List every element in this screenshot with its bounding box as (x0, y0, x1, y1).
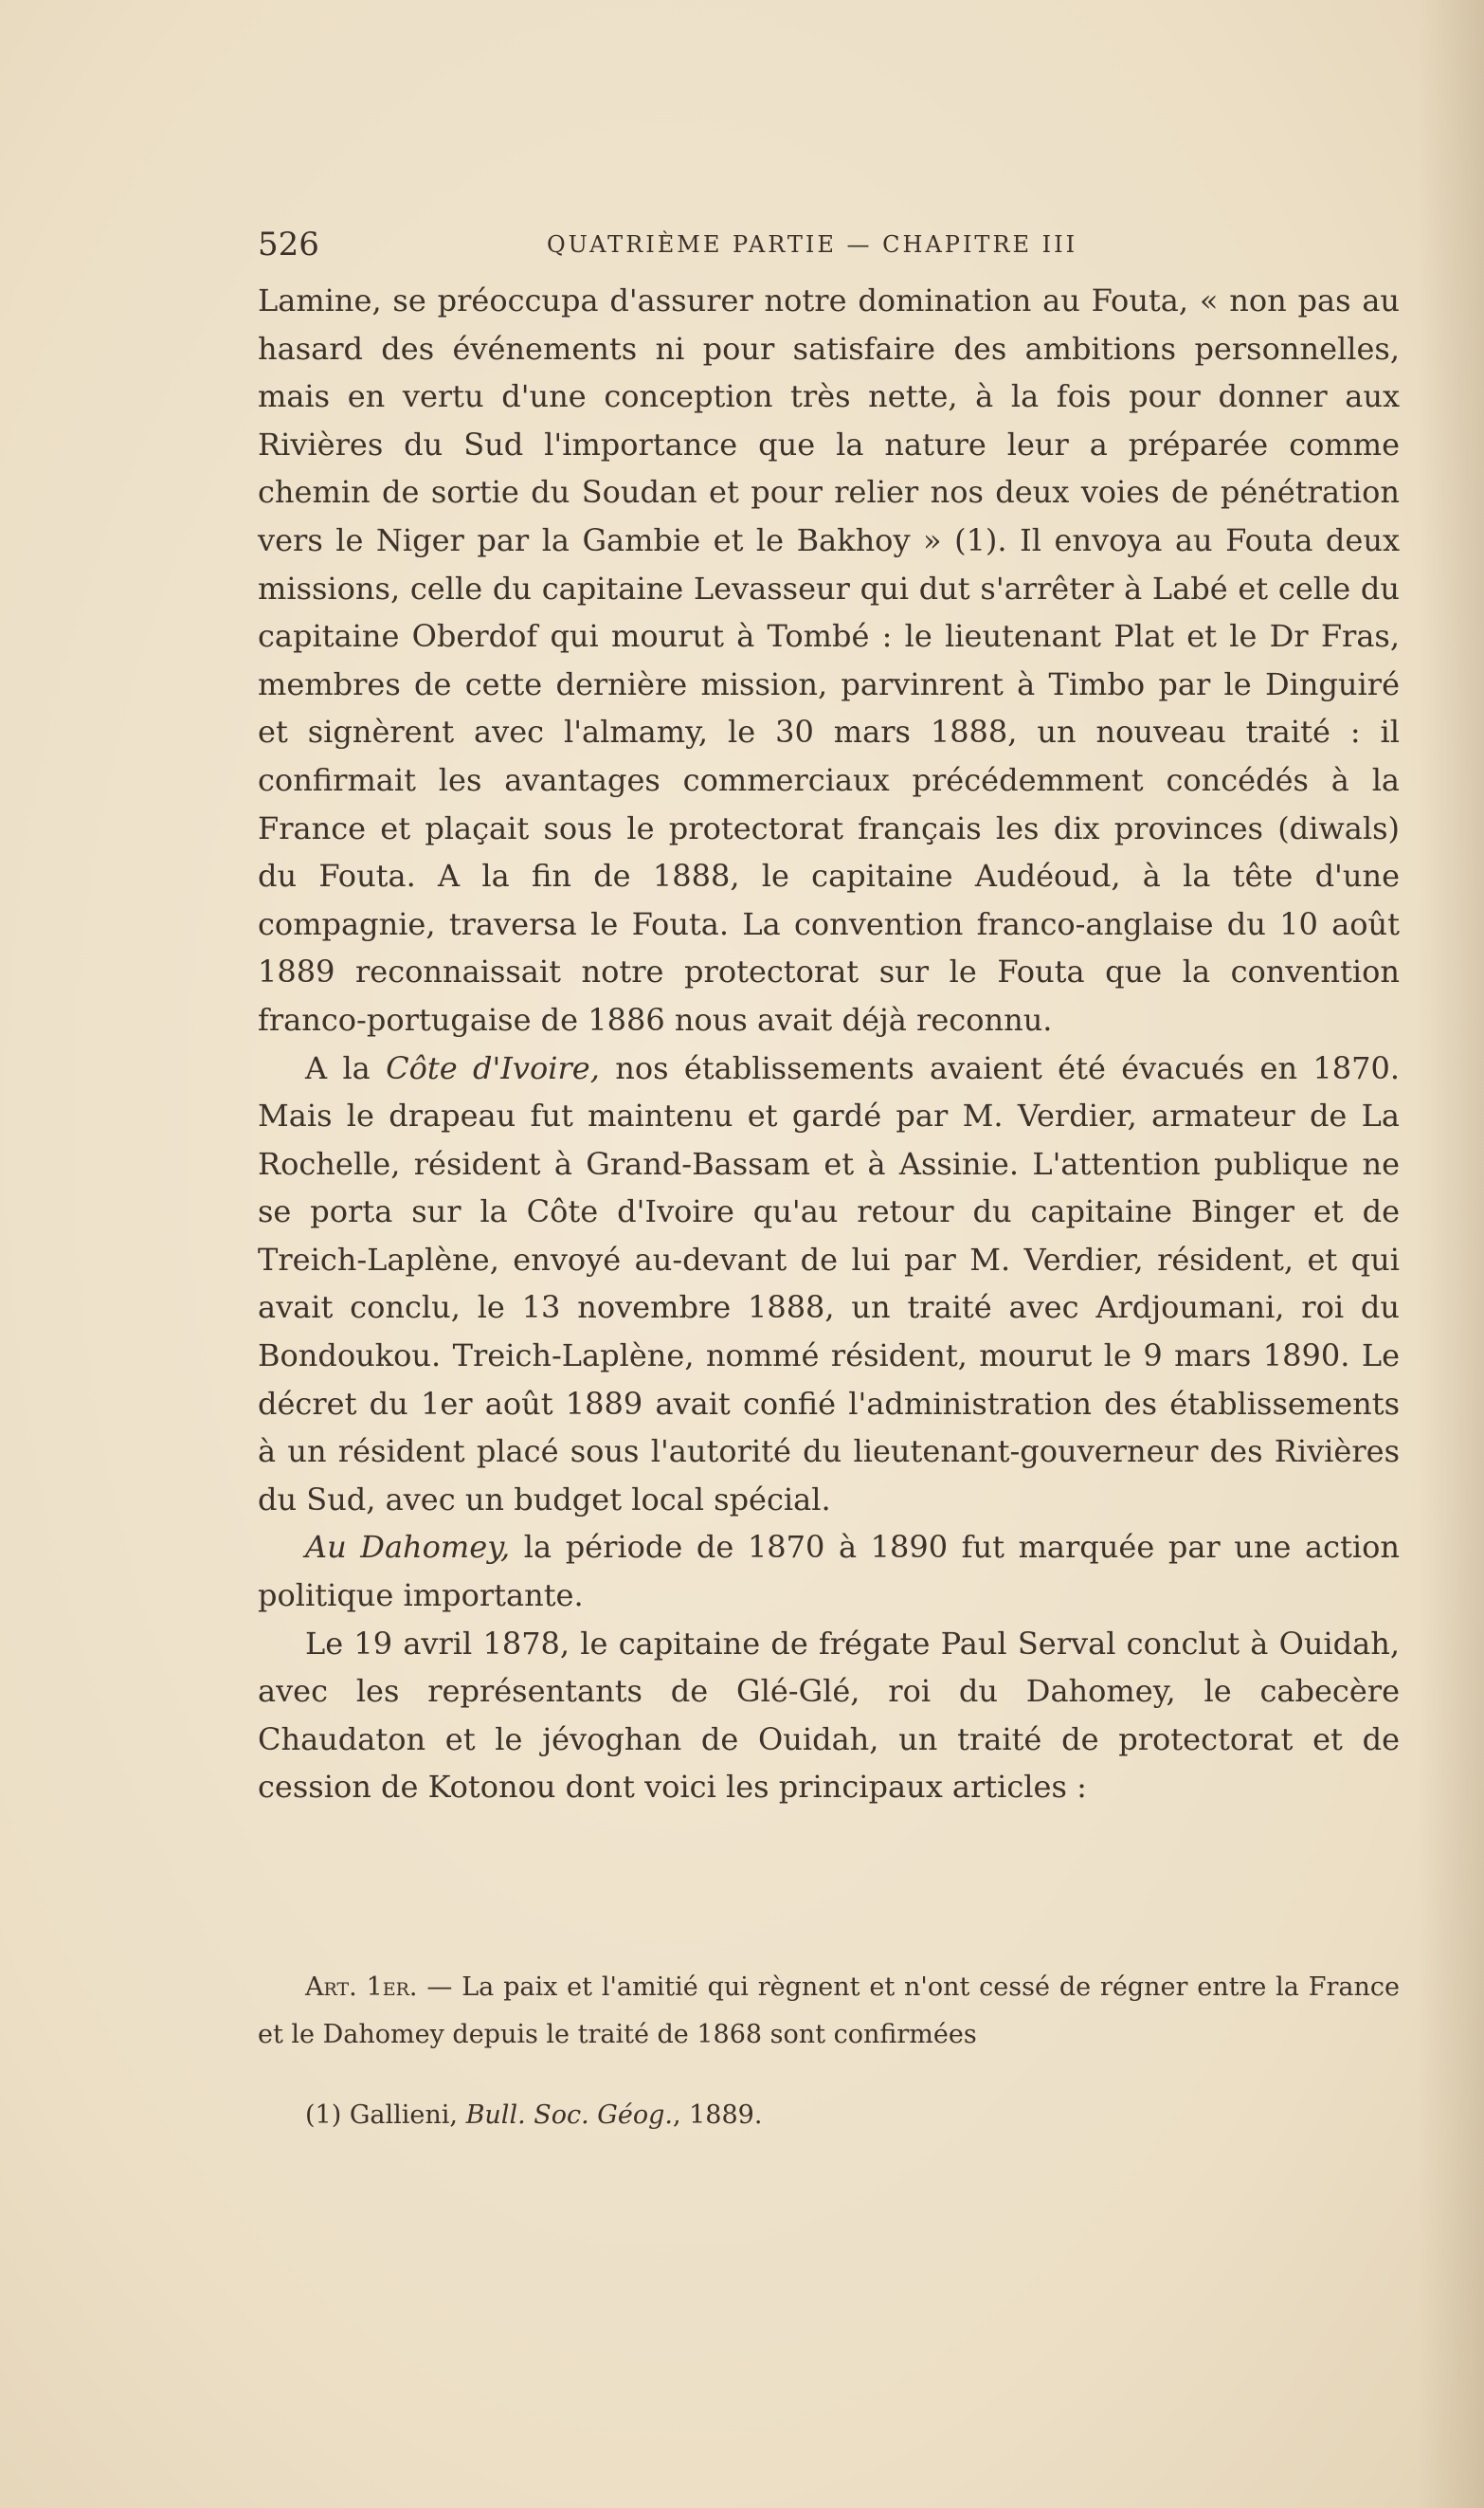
footnote-marker: (1) Gallieni, (305, 2100, 466, 2130)
page-edge-shadow (1418, 0, 1484, 2508)
page-number: 526 (258, 226, 319, 264)
paragraph-lead-italic: Au Dahomey, (305, 1529, 511, 1566)
paragraph-cote-ivoire (258, 1045, 1400, 1524)
article-text: — La paix et l'amitié qui règnent et n'ont cessé de régner entre la France et le Dahomey depuis le traité de 1868 sont confirmées (258, 1972, 1400, 2049)
paragraph (258, 277, 1400, 1045)
page-header (258, 226, 1404, 264)
treaty-article (258, 1964, 1400, 2059)
paragraph-lead: A la (305, 1049, 387, 1086)
paragraph-text: nos établissements avaient été évacués en 1870. Mais le drapeau fut maintenu et gardé par M. Verdier, armateur de La Rochelle, résident à Grand-Bassam et à Assinie. L'attention publique ne se porta sur la Côte d'Ivoire qu'au retour du capitaine Binger et de Treich-Laplène, envoyé au-devant de lui par M. Verdier, résident, et qui avait conclu, le 13 novembre 1888, un traité avec Ardjoumani, roi du Bondoukou. Treich-Laplène, nommé résident, mourut le 9 mars 1890. Le décret du 1er août 1889 avait confié l'administration des établissements à un résident placé sous l'autorité du lieutenant-gouverneur des Rivières du Sud, avec un budget local spécial. (258, 1049, 1401, 1518)
footnote-year: , 1889. (672, 2100, 763, 2130)
paragraph-text: Le 19 avril 1878, le capitaine de frégate Paul Serval conclut à Ouidah, avec les représentants de Glé-Glé, roi du Dahomey, le cabecère Chaudaton et le jévoghan de Ouidah, un traité de protectorat et de cession de Kotonou dont voici les principaux articles : (258, 1625, 1400, 1806)
article-label: Art. 1er. (305, 1972, 418, 2002)
paragraph-text: Lamine, se préoccupa d'assurer notre domination au Fouta, « non pas au hasard des événements ni pour satisfaire des ambitions personnelles, mais en vertu d'une conception très nette, à la fois pour donner aux Rivières du Sud l'importance que la nature leur a préparée comme chemin de sortie du Soudan et pour relier nos deux voies de pénétration vers le Niger par la Gambie et le Bakhoy » (1). Il envoya au Fouta deux missions, celle du capitaine Levasseur qui dut s'arrêter à Labé et celle du capitaine Oberdof qui mourut à Tombé : le lieutenant Plat et le Dr Fras, membres de cette dernière mission, parvinrent à Timbo par le Dinguiré et signèrent avec l'almamy, le 30 mars 1888, un nouveau traité : il confirmait les avantages commerciaux précédemment concédés à la France et plaçait sous le protectorat français les dix provinces (diwals) du Fouta. A la fin de 1888, le capitaine Audéoud, à la tête d'une compagnie, traversa le Fouta. La convention franco-anglaise du 10 août 1889 reconnaissait notre protectorat sur le Fouta que la convention franco-portugaise de 1886 nous avait déjà reconnu. (258, 282, 1400, 1038)
body-text (258, 277, 1400, 1811)
running-title: QUATRIÈME PARTIE — CHAPITRE III (547, 231, 1078, 258)
footnote (305, 2100, 762, 2130)
treaty-quote (258, 1964, 1400, 2059)
paragraph-lead-italic: Côte d'Ivoire, (386, 1049, 600, 1086)
paragraph-dahomey (258, 1523, 1400, 1619)
paragraph-treaty (258, 1620, 1400, 1811)
footnote-source: Bull. Soc. Géog. (465, 2100, 673, 2130)
paragraph-text: la période de 1870 à 1890 fut marquée par une action politique importante. (258, 1529, 1401, 1614)
